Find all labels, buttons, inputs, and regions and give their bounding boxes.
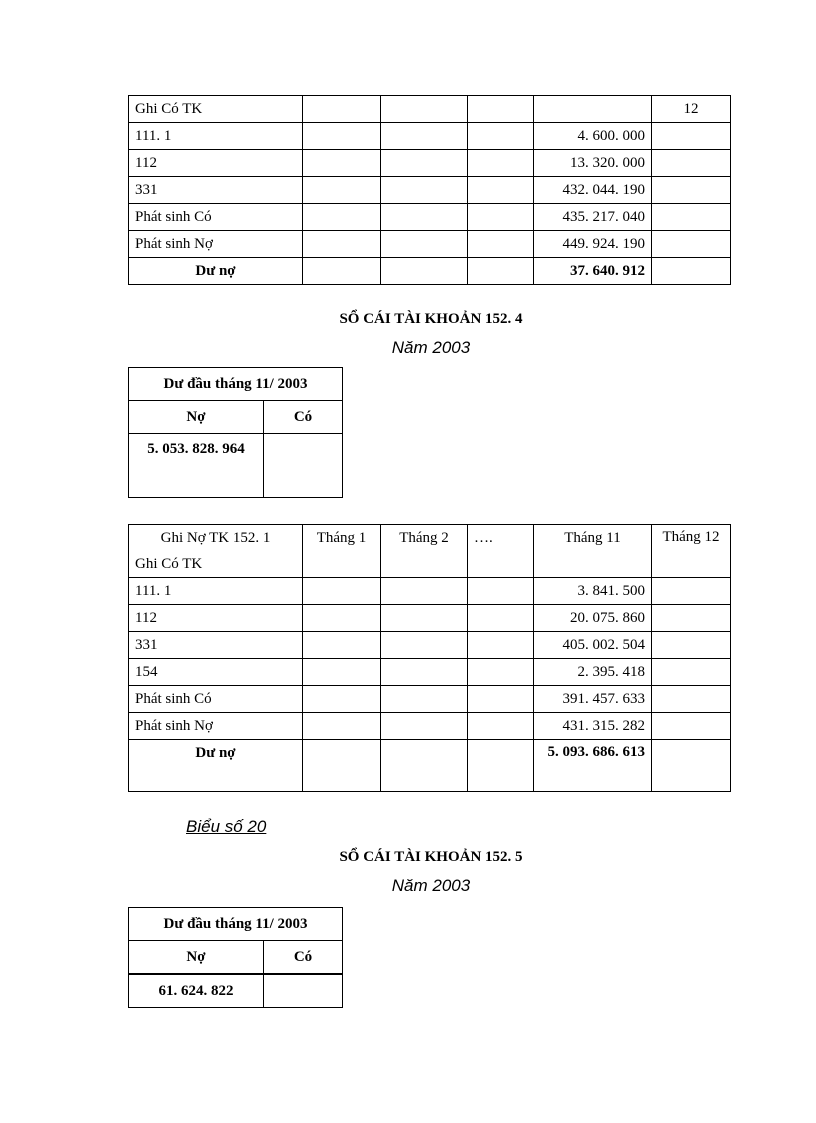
- credit-label: Có: [264, 401, 343, 434]
- month-11-value: 391. 457. 633: [534, 686, 652, 713]
- opening-balance-table: [128, 907, 343, 1008]
- month-11-value: 431. 315. 282: [534, 713, 652, 740]
- row-label: 112: [129, 150, 303, 177]
- table-header-row: [129, 525, 731, 578]
- month-11-value: 3. 841. 500: [534, 578, 652, 605]
- table-row: [129, 150, 731, 177]
- month-11-value: 2. 395. 418: [534, 659, 652, 686]
- month-2-header: Tháng 2: [381, 525, 468, 578]
- opening-balance-header: Dư đầu tháng 11/ 2003: [129, 908, 343, 941]
- opening-balance-table: [128, 367, 343, 498]
- row-label: Phát sinh Nợ: [129, 231, 303, 258]
- ledger-table-2: [128, 524, 731, 792]
- table-row: [129, 713, 731, 740]
- month-11-value: 449. 924. 190: [534, 231, 652, 258]
- ellipsis-header: ….: [468, 525, 534, 578]
- month-12-header: Tháng 12: [652, 525, 731, 578]
- opening-balance-header: Dư đầu tháng 11/ 2003: [129, 368, 343, 401]
- month-11-header: Tháng 11: [534, 525, 652, 578]
- row-label: 154: [129, 659, 303, 686]
- row-label: Phát sinh Nợ: [129, 713, 303, 740]
- table-row: [129, 686, 731, 713]
- month-11-value: 435. 217. 040: [534, 204, 652, 231]
- credit-value: [264, 434, 343, 498]
- month-11-value: 20. 075. 860: [534, 605, 652, 632]
- month-11-value: 4. 600. 000: [534, 123, 652, 150]
- form-number-note: Biểu số 20: [186, 817, 267, 836]
- row-label: 111. 1: [129, 578, 303, 605]
- month-1-header: Tháng 1: [303, 525, 381, 578]
- month-12-header: 12: [652, 96, 731, 123]
- month-11-value: 5. 093. 686. 613: [534, 740, 652, 792]
- table-row: [129, 258, 731, 285]
- debit-account-header: Ghi Nợ TK 152. 1: [160, 530, 271, 546]
- row-label: Ghi Có TK: [129, 96, 303, 123]
- credit-value: [264, 974, 343, 1008]
- month-11-value: 405. 002. 504: [534, 632, 652, 659]
- row-label: 112: [129, 605, 303, 632]
- ledger-table-1: [128, 95, 731, 285]
- table-row: [129, 123, 731, 150]
- row-label: 331: [129, 177, 303, 204]
- debit-label: Nợ: [129, 401, 264, 434]
- table-row: [129, 177, 731, 204]
- month-11-value: 432. 044. 190: [534, 177, 652, 204]
- credit-label: Có: [264, 941, 343, 975]
- table-row: [129, 740, 731, 792]
- debit-label: Nợ: [129, 941, 264, 975]
- row-label: 111. 1: [129, 123, 303, 150]
- row-label: Phát sinh Có: [129, 686, 303, 713]
- table-row: [129, 659, 731, 686]
- debit-value: 5. 053. 828. 964: [129, 434, 264, 498]
- ledger-year: Năm 2003: [391, 338, 471, 357]
- row-label: Dư nợ: [129, 740, 303, 792]
- table-row: [129, 632, 731, 659]
- table-row: [129, 204, 731, 231]
- ledger-title: SỔ CÁI TÀI KHOẢN 152. 5: [339, 849, 523, 865]
- row-label: 331: [129, 632, 303, 659]
- table-row: [129, 605, 731, 632]
- month-11-value: 37. 640. 912: [534, 258, 652, 285]
- table-row: [129, 231, 731, 258]
- table-row: [129, 578, 731, 605]
- ledger-title: SỔ CÁI TÀI KHOẢN 152. 4: [339, 311, 523, 327]
- row-label: Dư nợ: [129, 258, 303, 285]
- debit-value: 61. 624. 822: [129, 974, 264, 1008]
- month-11-value: 13. 320. 000: [534, 150, 652, 177]
- credit-account-header: Ghi Có TK: [135, 556, 203, 572]
- row-label: Phát sinh Có: [129, 204, 303, 231]
- table-row: [129, 96, 731, 123]
- ledger-year: Năm 2003: [391, 876, 471, 895]
